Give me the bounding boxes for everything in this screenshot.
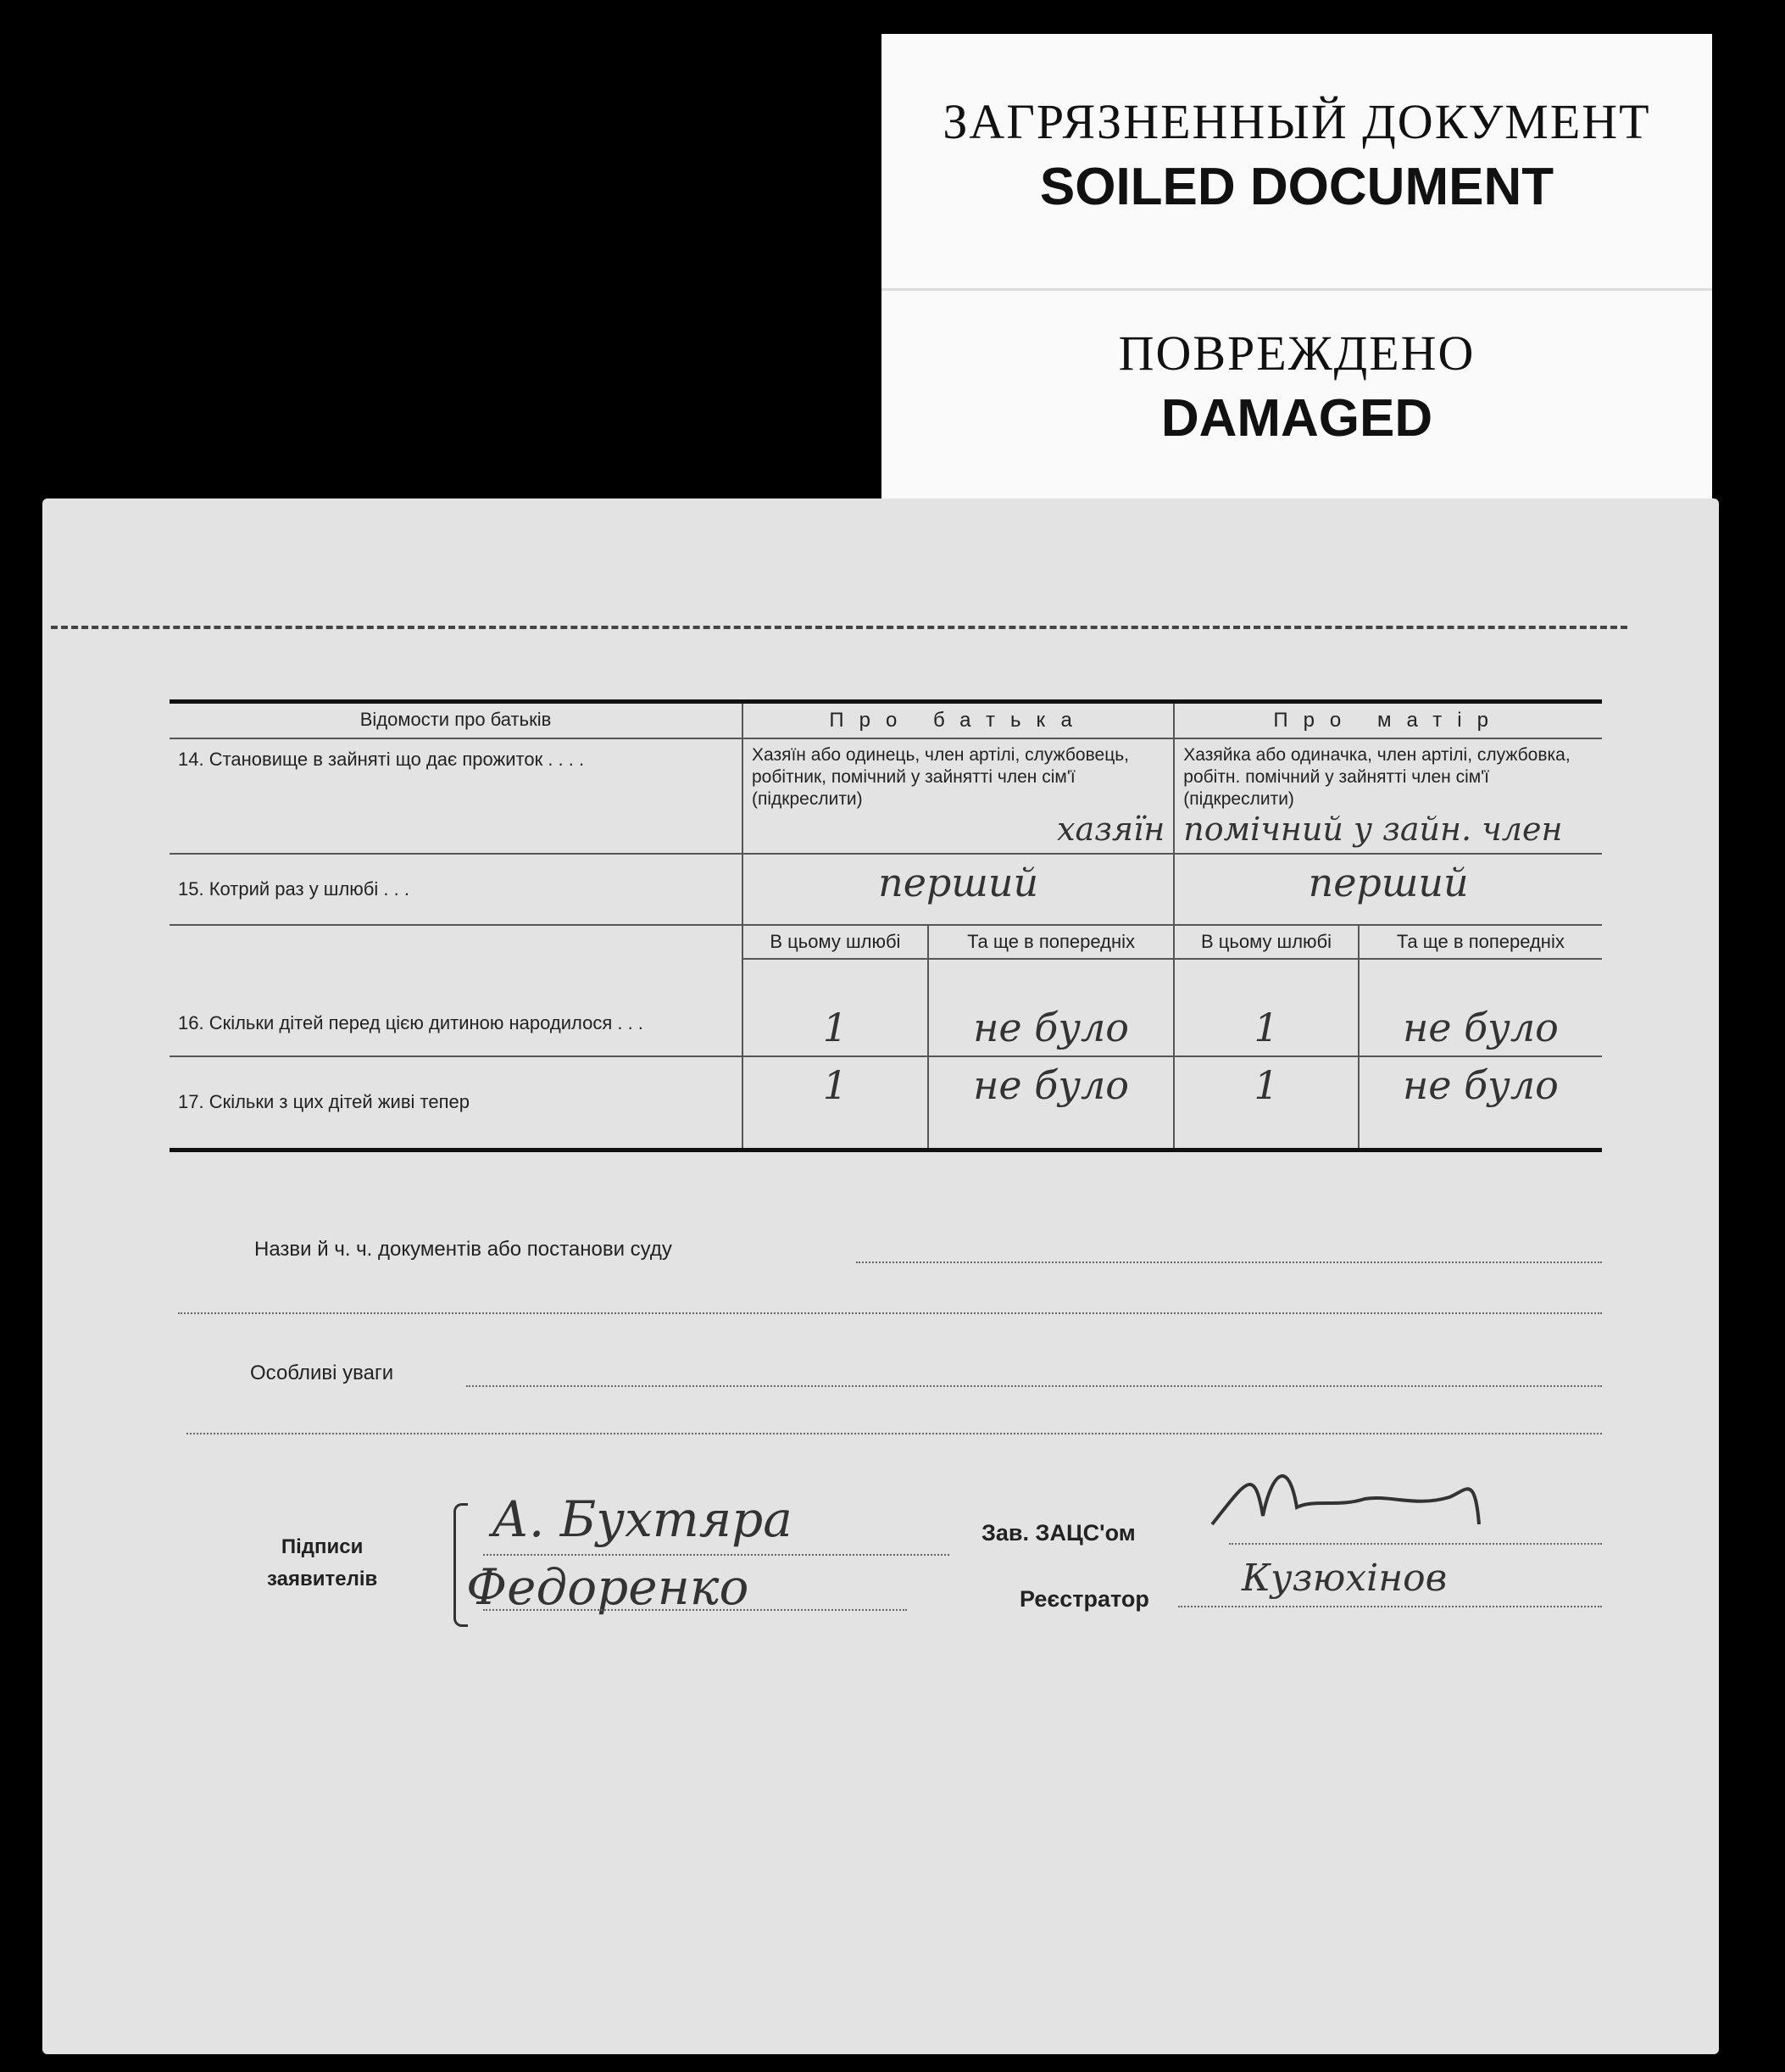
table-row-q15: [170, 854, 1602, 925]
applicant-sig-line-1: [483, 1554, 949, 1556]
form-sheet: [42, 499, 1719, 2054]
q17-father-prev: не було: [928, 1056, 1174, 1150]
label-soiled: [881, 34, 1712, 246]
table-header-row: [170, 702, 1602, 739]
header-parents: Відомости про батьків: [170, 702, 742, 739]
q14-mother-options: Хазяйка або одиначка, член артілі, службовка, робітн. помічний у зайнятті член сім'ї (підкреслити): [1183, 745, 1571, 809]
perforation-line: [51, 626, 1627, 629]
signatures-label: [267, 1531, 377, 1596]
documents-line-1: [856, 1262, 1602, 1263]
remarks-line-1: [466, 1385, 1602, 1387]
q15-father-handwriting: перший: [742, 854, 1174, 925]
q16-mother-this: 1: [1174, 959, 1359, 1056]
table-row-q14: [170, 738, 1602, 854]
applicant-sig-line-2: [483, 1609, 907, 1611]
label-soiled-ru: ЗАГРЯЗНЕННЫЙ ДОКУМЕНТ: [943, 94, 1651, 149]
signatures-label-line1: Підписи: [281, 1535, 364, 1558]
header-mother: Про матір: [1174, 702, 1602, 739]
signatures-label-line2: заявителів: [267, 1568, 378, 1590]
applicant-signature-1: А. Бухтяра: [492, 1490, 792, 1548]
q17-father-this: 1: [742, 1056, 928, 1150]
q17-label: 17. Скільки з цих дітей живі тепер: [170, 1056, 742, 1150]
registrar-label: Реєстратор: [1020, 1586, 1149, 1612]
table-row-q17: [170, 1056, 1602, 1150]
parents-table: [170, 699, 1602, 1152]
q16-father-prev: не було: [928, 959, 1174, 1056]
q14-mother-handwriting: помічний у зайн. член: [1183, 810, 1563, 848]
q17-mother-this: 1: [1174, 1056, 1359, 1150]
documents-label: Назви й ч. ч. документів або постанови суду: [254, 1238, 672, 1261]
q16-label: 16. Скільки дітей перед цією дитиною народилося . . .: [170, 925, 742, 1056]
mother-sub-this: В цьому шлюбі: [1174, 925, 1359, 959]
q15-label: 15. Котрий раз у шлюбі . . .: [170, 854, 742, 925]
table-subheader-row: [170, 925, 1602, 959]
head-signature: [1195, 1448, 1517, 1550]
documents-line-2: [178, 1312, 1602, 1314]
remarks-label: Особливі уваги: [250, 1362, 394, 1384]
q14-father-cell: [742, 738, 1174, 854]
label-soiled-en: SOILED DOCUMENT: [1039, 158, 1554, 216]
head-sig-line: [1229, 1543, 1602, 1545]
q14-mother-cell: [1174, 738, 1602, 854]
father-sub-this: В цьому шлюбі: [742, 925, 928, 959]
applicant-signature-2: Федоренко: [466, 1558, 749, 1616]
head-signature-mark: [1195, 1448, 1517, 1550]
q15-mother-handwriting: перший: [1174, 854, 1602, 925]
label-damaged-en: DAMAGED: [1160, 389, 1433, 448]
remarks-line-2: [186, 1433, 1602, 1434]
label-damaged-ru: ПОВРЕЖДЕНО: [1118, 326, 1476, 381]
q16-mother-prev: не було: [1359, 959, 1602, 1056]
registrar-signature: Кузюхінов: [1242, 1557, 1448, 1600]
archive-label-card: [881, 34, 1712, 509]
mother-sub-prev: Та ще в попередніх: [1359, 925, 1602, 959]
label-damaged: [881, 288, 1712, 477]
father-sub-prev: Та ще в попередніх: [928, 925, 1174, 959]
q17-mother-prev: не було: [1359, 1056, 1602, 1150]
q14-father-handwriting: хазяїн: [1057, 810, 1165, 848]
head-label: Зав. ЗАЦС'ом: [981, 1520, 1136, 1546]
header-father: Про батька: [742, 702, 1174, 739]
q16-father-this: 1: [742, 959, 928, 1056]
q14-father-options: Хазяїн або одинець, член артілі, службовець, робітник, помічний у зайнятті член сім'ї (підкреслити): [752, 745, 1130, 809]
q14-label: 14. Становище в зайняті що дає прожиток . . . .: [170, 738, 742, 854]
registrar-sig-line: [1178, 1606, 1602, 1607]
